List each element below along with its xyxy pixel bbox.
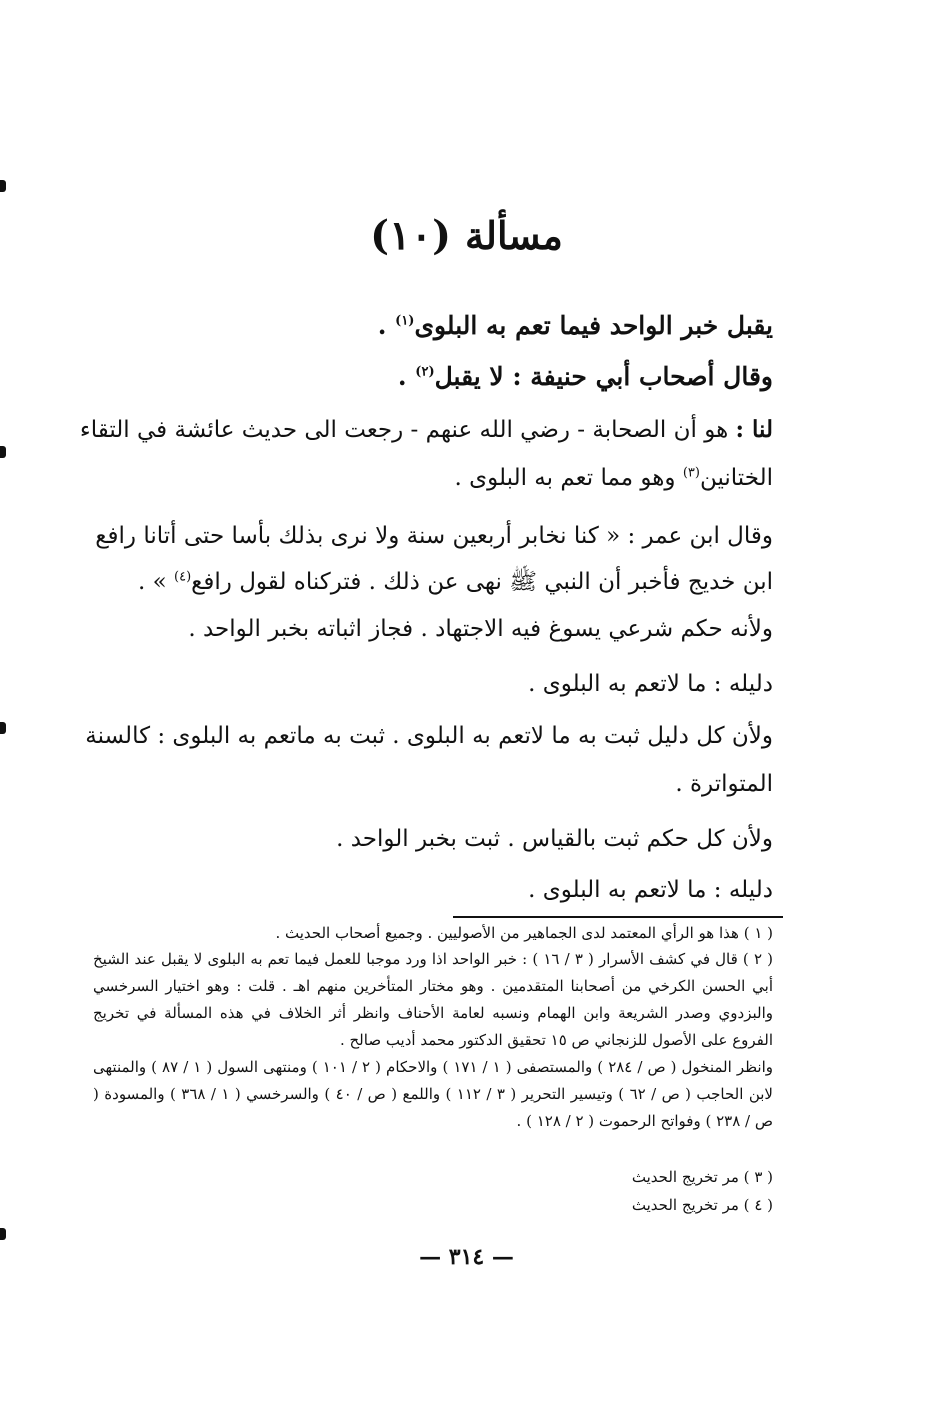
paragraph-5-line-1: ولأن كل دليل ثبت به ما لاتعم به البلوى . ثبت به ماتعم به البلوى : كالسنة — [85, 723, 773, 749]
paragraph-4: دليله : ما لاتعم به البلوى . — [528, 671, 773, 697]
footnote-separator — [453, 916, 783, 918]
statement-end: . — [377, 311, 396, 340]
paragraph-1-line-2 — [93, 454, 773, 502]
footnote-2-references: وانظر المنخول ( ص / ٢٨٤ ) والمستصفى ( ١ / ١٧١ ) والاحكام ( ٢ / ١٠١ ) ومنتهى السول ( ١ / ٨٧ ) والمنتهى لابن الحاجب ( ص / ٦٢ ) وتيسير التحرير ( ٣ / ١١٢ ) واللمع ( ص / ٤٠ ) والسرخسي ( ١ / ٣٦٨ ) والمسودة ( ص / ٢٣٨ ) وفواتح الرحموت ( ٢ / ١٢٨ ) . — [93, 1058, 773, 1130]
section-heading — [0, 206, 933, 266]
paragraph-5-line-2: المتواترة . — [675, 771, 773, 797]
page-number: — ٣١٤ — — [419, 1244, 514, 1270]
footnote-ref: (٣) — [682, 465, 700, 481]
paragraph-text: وهو مما تعم به البلوى . — [454, 465, 683, 491]
paragraph-2-line-2 — [93, 558, 773, 606]
scan-mark — [0, 180, 6, 192]
paragraph-7: دليله : ما لاتعم به البلوى . — [528, 877, 773, 903]
footnote-1: ( ١ ) هذا هو الرأي المعتمد لدى الجماهير من الأصوليين . وجميع أصحاب الحديث . — [275, 924, 773, 942]
statement-1 — [93, 306, 773, 346]
paragraph-2-line-1: وقال ابن عمر : « كنا نخابر أربعين سنة ولا نرى بذلك بأسا حتى أتانا رافع — [95, 523, 773, 549]
footnote-4: ( ٤ ) مر تخريج الحديث — [631, 1196, 773, 1214]
scan-mark — [0, 722, 6, 734]
scan-mark — [0, 1228, 6, 1240]
statement-text: يقبل خبر الواحد فيما تعم به البلوى — [414, 311, 773, 340]
statement-end: . — [397, 362, 416, 391]
footnote-ref: (٢) — [415, 364, 435, 380]
paragraph-text: الختانين — [699, 465, 773, 491]
paragraph-1-line-1 — [79, 406, 773, 454]
scan-mark — [0, 446, 6, 458]
footnote-2: ( ٢ ) قال في كشف الأسرار ( ٣ / ١٦ ) : خبر الواحد اذا ورد موجبا للعمل فيما تعم به البلوى لا يقبل عند الشيخ أبي الحسن الكرخي من أصحابنا المتقدمين . وهو مختار المتأخرين منهم اهـ . قلت : وهو اختيار السرخسي والبزدوي وصدر الشريعة وابن الهمام ونسبه لعامة الأحناف وانظر أثر الخلاف في هذه المسألة في تخريج الفروع على الأصول للزنجاني ص ١٥ تحقيق الدكتور محمد أديب صالح . — [93, 950, 773, 1049]
paragraph-6: ولأن كل حكم ثبت بالقياس . ثبت بخبر الواحد . — [336, 826, 773, 852]
footnote-ref: (٤) — [174, 569, 192, 585]
paragraph-text: ابن خديج فأخبر أن النبي ﷺ نهى عن ذلك . فتركناه لقول رافع — [191, 569, 773, 595]
statement-text: وقال أصحاب أبي حنيفة : لا يقبل — [434, 362, 773, 391]
heading-word: مسألة — [465, 213, 563, 258]
statement-2 — [93, 357, 773, 397]
heading-number: (١٠) — [370, 212, 452, 259]
paragraph-text: » . — [138, 569, 175, 595]
footnote-ref: (١) — [395, 313, 415, 329]
paragraph-text: هو أن الصحابة - رضي الله عنهم - رجعت الى حديث عائشة في التقاء — [79, 417, 736, 443]
paragraph-lead: لنا : — [735, 416, 773, 443]
paragraph-3: ولأنه حكم شرعي يسوغ فيه الاجتهاد . فجاز اثباته بخبر الواحد . — [188, 616, 773, 642]
footnote-3: ( ٣ ) مر تخريج الحديث — [631, 1168, 773, 1186]
